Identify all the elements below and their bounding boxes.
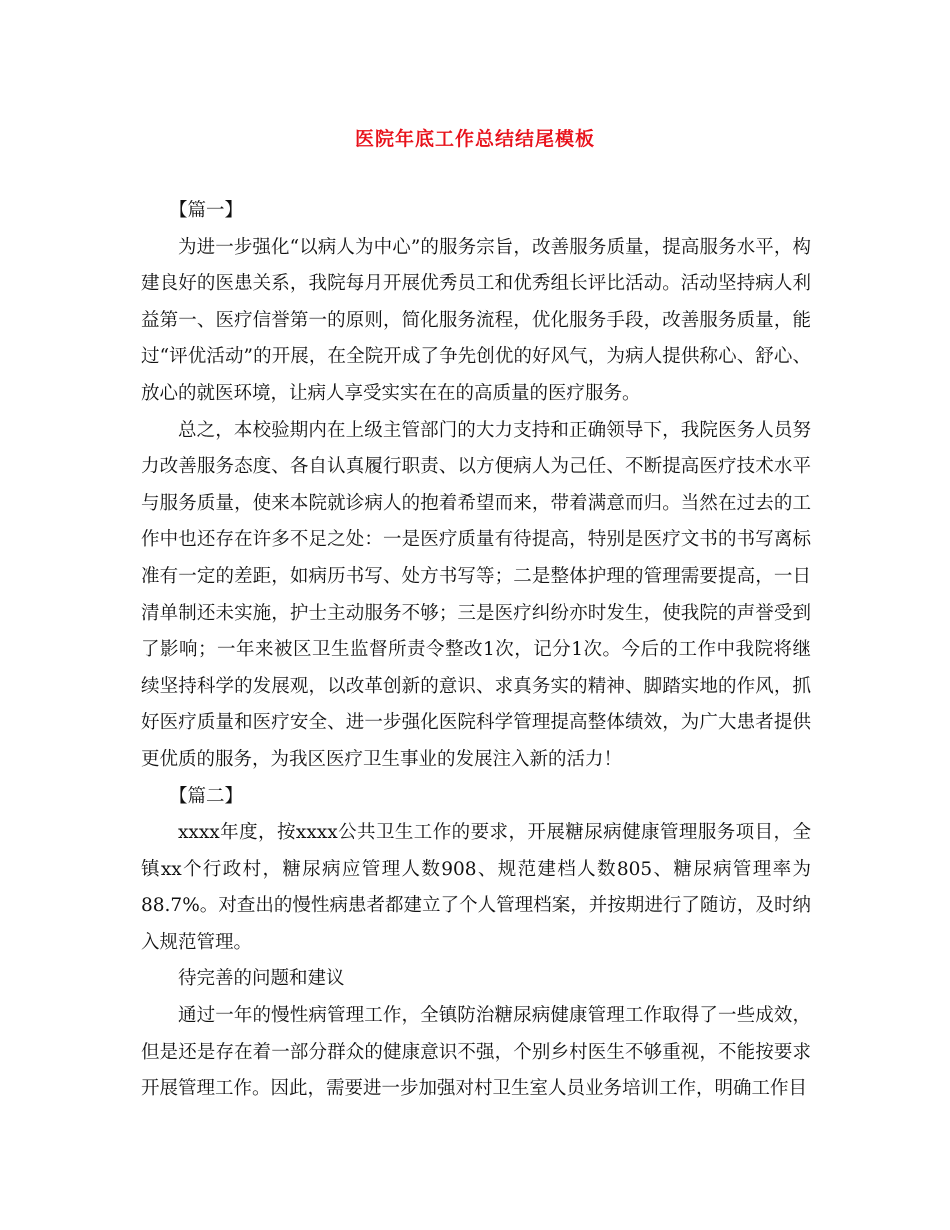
document-title: 医院年底工作总结结尾模板 xyxy=(354,128,595,150)
section-heading-1: 【篇一】 xyxy=(169,200,244,221)
section-2-paragraph-1: xxxx年度，按xxxx公共卫生工作的要求，开展糖尿病健康管理服务项目，全镇xx个行政村，糖尿病应管理人数908、规范建档人数805、糖尿病管理率为88.7%。对查出的慢性病患者都建立了个人管理档案，并按期进行了随访，及时纳入规范管理。 xyxy=(141,822,811,953)
document-body xyxy=(141,193,811,1108)
section-2-subheading: 待完善的问题和建议 xyxy=(178,968,345,990)
section-heading-2: 【篇二】 xyxy=(169,785,244,807)
section-1-paragraph-1: 为进一步强化“以病人为中心”的服务宗旨，改善服务质量，提高服务水平，构建良好的医患关系，我院每月开展优秀员工和优秀组长评比活动。活动坚持病人利益第一、医疗信誉第一的原则，简化服务流程，优化服务手段，改善服务质量，能过“评优活动”的开展，在全院开成了争先创优的好风气，为病人提供称心、舒心、放心的就医环境，让病人享受实实在在的高质量的医疗服务。 xyxy=(141,236,811,404)
section-2-paragraph-2: 通过一年的慢性病管理工作，全镇防治糖尿病健康管理工作取得了一些成效，但是还是存在着一部分群众的健康意识不强，个别乡村医生不够重视，不能按要求开展管理工作。因此，需要进一步加强对村卫生室人员业务培训工作，明确工作目 xyxy=(141,1005,811,1100)
section-1-paragraph-2: 总之，本校验期内在上级主管部门的大力支持和正确领导下，我院医务人员努力改善服务态度、各自认真履行职责、以方便病人为己任、不断提高医疗技术水平与服务质量，使来本院就诊病人的抱着希望而来，带着满意而归。当然在过去的工作中也还存在许多不足之处：一是医疗质量有待提高，特别是医疗文书的书写离标准有一定的差距，如病历书写、处方书写等；二是整体护理的管理需要提高，一日清单制还未实施，护士主动服务不够；三是医疗纠纷亦时发生，使我院的声誉受到了影响；一年来被区卫生监督所责令整改1次，记分1次。今后的工作中我院将继续坚持科学的发展观，以改革创新的意识、求真务实的精神、脚踏实地的作风，抓好医疗质量和医疗安全、进一步强化医院科学管理提高整体绩效，为广大患者提供更优质的服务，为我区医疗卫生事业的发展注入新的活力！ xyxy=(141,419,811,770)
